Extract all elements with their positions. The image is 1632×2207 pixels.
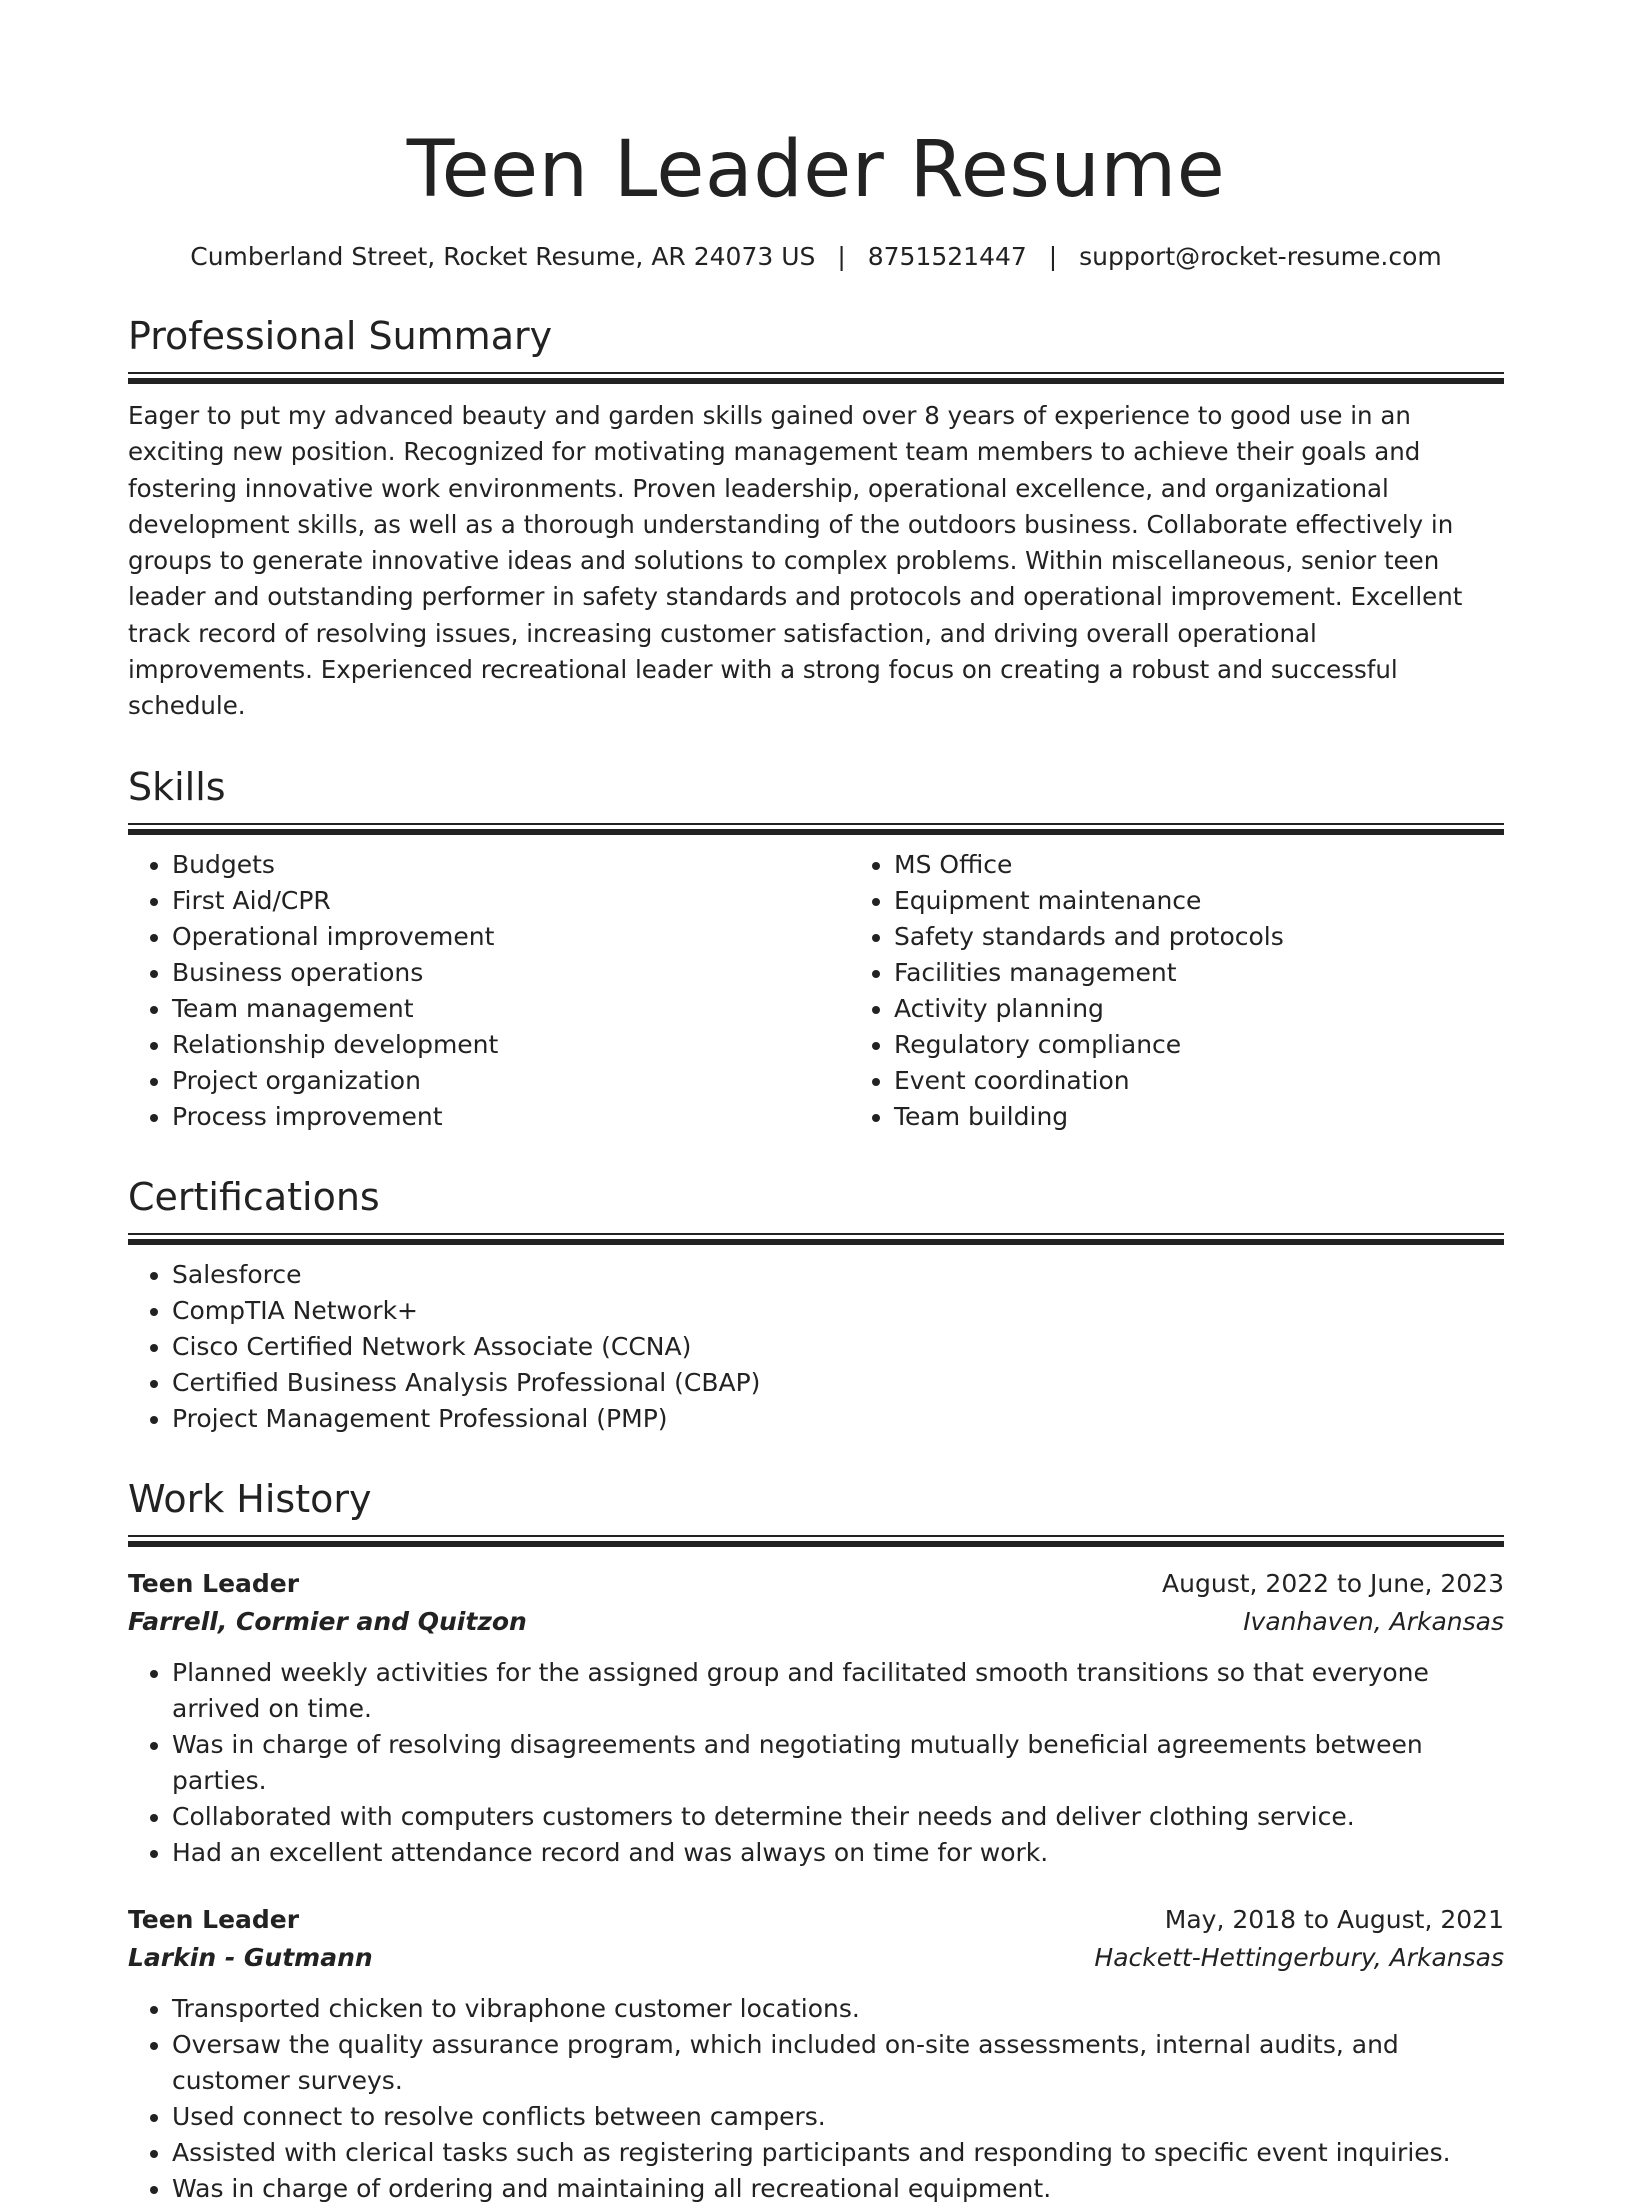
skill-item: • Facilities management xyxy=(894,955,1504,991)
job-location: Ivanhaven, Arkansas xyxy=(1243,1606,1504,1636)
job-bullets xyxy=(128,1991,1504,2207)
contact-phone: 8751521447 xyxy=(867,242,1027,271)
job-dates: May, 2018 to August, 2021 xyxy=(1164,1904,1504,1934)
section-divider xyxy=(128,823,1504,835)
job-header-row xyxy=(128,1565,1504,1603)
job-entry xyxy=(128,1565,1504,1871)
certification-item: • Salesforce xyxy=(172,1257,1504,1293)
resume-title: Teen Leader Resume xyxy=(406,125,1226,215)
skill-item: • Regulatory compliance xyxy=(894,1027,1504,1063)
job-title: Teen Leader xyxy=(128,1568,300,1598)
contact-email: support@rocket-resume.com xyxy=(1079,242,1442,271)
contact-address: Cumberland Street, Rocket Resume, AR 24073 US xyxy=(190,242,816,271)
section-divider xyxy=(128,1535,1504,1547)
skill-item: • Activity planning xyxy=(894,991,1504,1027)
summary-heading: Professional Summary xyxy=(128,314,553,358)
job-entry xyxy=(128,1901,1504,2207)
job-company: Farrell, Cormier and Quitzon xyxy=(128,1606,527,1636)
contact-line xyxy=(128,240,1504,274)
skills-list-right xyxy=(850,847,1504,1135)
job-bullet: • Transported chicken to vibraphone customer locations. xyxy=(172,1991,1504,2027)
job-bullet: • Was in charge of resolving disagreements and negotiating mutually beneficial agreements between parties. xyxy=(172,1727,1504,1799)
job-bullet: • Oversaw the quality assurance program, which included on-site assessments, internal audits, and customer surveys. xyxy=(172,2027,1504,2099)
section-divider xyxy=(128,372,1504,384)
skills-columns xyxy=(128,847,1504,1135)
skill-item: • First Aid/CPR xyxy=(172,883,850,919)
certification-item: • CompTIA Network+ xyxy=(172,1293,1504,1329)
certification-item: • Project Management Professional (PMP) xyxy=(172,1401,1504,1437)
job-company-row xyxy=(128,1603,1504,1641)
job-dates: August, 2022 to June, 2023 xyxy=(1162,1568,1504,1598)
contact-separator: | xyxy=(1048,242,1058,271)
certifications-list xyxy=(128,1257,1504,1437)
job-title: Teen Leader xyxy=(128,1904,300,1934)
certification-item: • Certified Business Analysis Professional (CBAP) xyxy=(172,1365,1504,1401)
skill-item: • Relationship development xyxy=(172,1027,850,1063)
skill-item: • MS Office xyxy=(894,847,1504,883)
job-bullet: • Was in charge of ordering and maintaining all recreational equipment. xyxy=(172,2171,1504,2207)
job-bullet: • Collaborated with computers customers to determine their needs and deliver clothing service. xyxy=(172,1799,1504,1835)
skills-list-left xyxy=(128,847,850,1135)
job-company: Larkin - Gutmann xyxy=(128,1942,373,1972)
skill-item: • Event coordination xyxy=(894,1063,1504,1099)
skill-item: • Project organization xyxy=(172,1063,850,1099)
skill-item: • Team management xyxy=(172,991,850,1027)
summary-text: Eager to put my advanced beauty and garden skills gained over 8 years of experience to good use in an exciting new position. Recognized for motivating management team members to achieve their goals and fostering innovative work environments. Proven leadership, operational excellence, and organizational development skills, as well as a thorough understanding of the outdoors business. Collaborate effectively in groups to generate innovative ideas and solutions to complex problems. Within miscellaneous, senior teen leader and outstanding performer in safety standards and protocols and operational improvement. Excellent track record of resolving issues, increasing customer satisfaction, and driving overall operational improvements. Experienced recreational leader with a strong focus on creating a robust and successful schedule. xyxy=(128,401,1463,721)
skill-item: • Safety standards and protocols xyxy=(894,919,1504,955)
skill-item: • Budgets xyxy=(172,847,850,883)
skill-item: • Team building xyxy=(894,1099,1504,1135)
work-history-section xyxy=(128,1477,1504,2207)
job-location: Hackett-Hettingerbury, Arkansas xyxy=(1094,1942,1504,1972)
section-divider xyxy=(128,1233,1504,1245)
certifications-section xyxy=(128,1175,1504,1437)
job-company-row xyxy=(128,1939,1504,1977)
job-bullet: • Planned weekly activities for the assigned group and facilitated smooth transitions so that everyone arrived on time. xyxy=(172,1655,1504,1727)
job-bullets xyxy=(128,1655,1504,1871)
contact-separator: | xyxy=(837,242,846,271)
job-bullet: • Used connect to resolve conflicts between campers. xyxy=(172,2099,1504,2135)
skill-item: • Process improvement xyxy=(172,1099,850,1135)
skill-item: • Business operations xyxy=(172,955,850,991)
skill-item: • Operational improvement xyxy=(172,919,850,955)
skill-item: • Equipment maintenance xyxy=(894,883,1504,919)
summary-section xyxy=(128,314,1504,725)
skills-section xyxy=(128,765,1504,1135)
certifications-heading: Certifications xyxy=(128,1174,380,1219)
job-bullet: • Had an excellent attendance record and was always on time for work. xyxy=(172,1835,1504,1871)
work-history-heading: Work History xyxy=(128,1476,372,1521)
certification-item: • Cisco Certified Network Associate (CCNA) xyxy=(172,1329,1504,1365)
job-bullet: • Assisted with clerical tasks such as registering participants and responding to specific event inquiries. xyxy=(172,2135,1504,2171)
job-header-row xyxy=(128,1901,1504,1939)
skills-heading: Skills xyxy=(128,764,226,809)
